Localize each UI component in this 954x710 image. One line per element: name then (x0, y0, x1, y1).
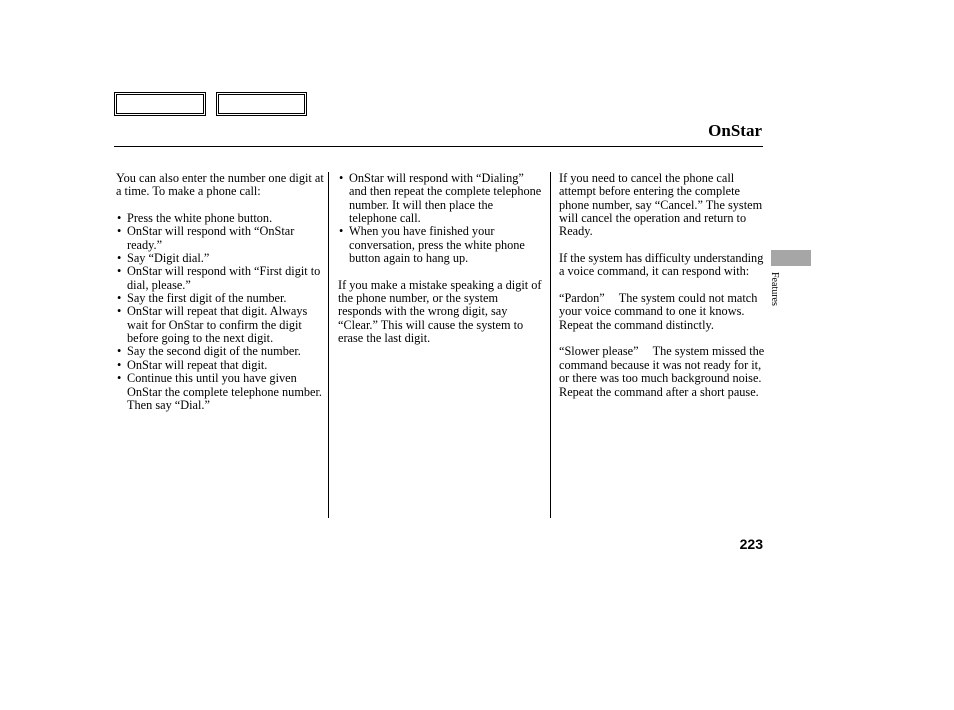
bullet-icon: • (117, 357, 122, 372)
mistake-paragraph: If you make a mistake speaking a digit of the phone number, or the system responds with the wrong digit, say “Clear.” This will cause the system to erase the last digit. (338, 277, 542, 346)
bullet-icon: • (117, 304, 122, 319)
steps-list-2 (338, 172, 543, 265)
slower-term: “Slower please” (559, 344, 639, 359)
column-1 (116, 172, 326, 412)
list-item: • When you have finished your conversation, press the white phone button again to hang up. (339, 224, 525, 266)
header-rule (114, 146, 763, 147)
list-item: • Continue this until you have given OnStar the complete telephone number. Then say “Dial.” (117, 371, 322, 412)
list-item: • OnStar will repeat that digit. Always wait for OnStar to confirm the digit before going to the next digit. (117, 304, 308, 346)
slower-paragraph (559, 345, 765, 398)
list-item: • OnStar will repeat that digit. (117, 357, 268, 372)
column-3 (559, 172, 765, 399)
section-tab (771, 250, 811, 266)
column-divider (328, 172, 329, 518)
previous-page-button[interactable] (114, 92, 206, 116)
list-item: • Say the second digit of the number. (117, 344, 301, 359)
bullet-icon: • (117, 371, 122, 386)
bullet-icon: • (339, 171, 344, 185)
column-2 (338, 172, 543, 345)
intro-paragraph: You can also enter the number one digit at a time. To make a phone call: (116, 171, 324, 199)
cancel-paragraph: If you need to cancel the phone call attempt before entering the complete phone number, say “Cancel.” The system will cancel the operation and return to Ready. (559, 171, 763, 239)
list-item: • Say “Digit dial.” (117, 251, 210, 266)
bullet-icon: • (117, 211, 122, 226)
bullet-icon: • (117, 264, 122, 279)
pardon-term: “Pardon” (559, 291, 605, 306)
difficulty-paragraph: If the system has difficulty understanding a voice command, it can respond with: (559, 251, 764, 279)
bullet-icon: • (339, 224, 344, 239)
list-item: • OnStar will respond with “OnStar ready.” (117, 224, 295, 252)
bullet-icon: • (117, 224, 122, 239)
list-item: • Press the white phone button. (117, 211, 273, 226)
list-item: • OnStar will respond with “First digit to dial, please.” (117, 264, 321, 292)
section-label: Features (769, 272, 780, 306)
slower-description: The system missed the command because it was not ready for it, or there was too much background noise. Repeat the command after a short pause. (559, 344, 765, 399)
page-number: 223 (739, 536, 763, 552)
list-item: • Say the first digit of the number. (117, 291, 287, 306)
next-page-button[interactable] (216, 92, 307, 116)
bullet-icon: • (117, 251, 122, 266)
bullet-icon: • (117, 291, 122, 306)
column-divider (550, 172, 551, 518)
pardon-paragraph (559, 292, 765, 332)
page-title: OnStar (708, 121, 762, 140)
steps-list-1 (116, 212, 326, 412)
bullet-icon: • (117, 344, 122, 359)
list-item: • OnStar will respond with “Dialing” and then repeat the complete telephone number. It will then place the telephone call. (339, 171, 542, 226)
pardon-description: The system could not match your voice command to one it knows. Repeat the command distinctly. (559, 291, 758, 332)
